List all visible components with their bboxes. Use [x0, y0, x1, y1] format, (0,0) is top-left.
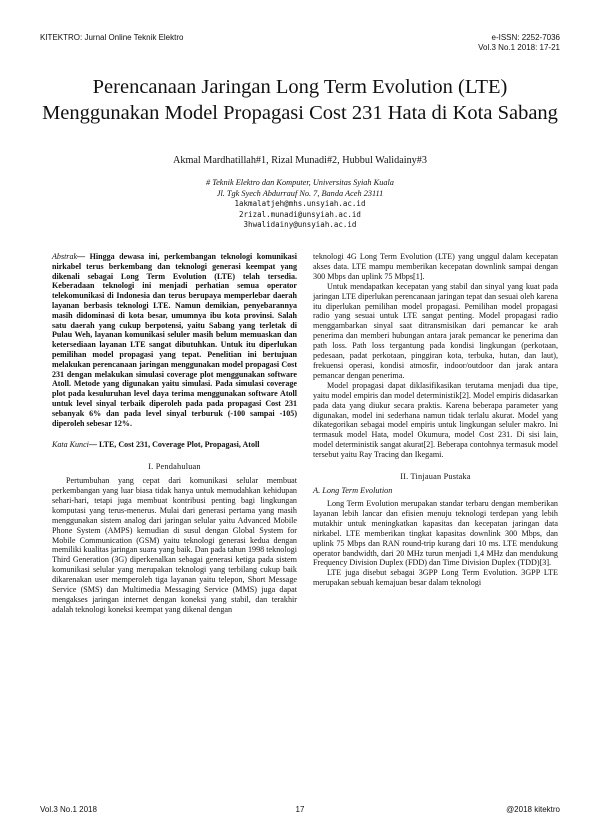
right-column [313, 252, 558, 588]
subsection-heading-lte: A. Long Term Evolution [313, 486, 393, 496]
abstract [52, 252, 297, 428]
email-3: 3hwalidainy@unsyiah.ac.id [243, 220, 357, 229]
footer-copyright: @2018 kitektro [506, 805, 560, 814]
right-paragraph-1: teknologi 4G Long Term Evolution (LTE) yang unggul dalam kecepatan akses data. LTE mampu memberikan kecepatan downlink sampai dengan 300 Mbps dan uplink 75 Mbps[1]. [313, 252, 558, 281]
affiliation-dept: # Teknik Elektro dan Komputer, Universitas Syiah Kuala [206, 178, 394, 187]
right-paragraph-5: LTE juga disebut sebagai 3GPP Long Term Evolution. 3GPP LTE merupakan sebuah kemajuan besar dalam teknologi [313, 568, 558, 588]
abstract-label: Abstrak [52, 252, 78, 261]
right-paragraph-3: Model propagasi dapat diklasifikasikan terutama menjadi dua tipe, yaitu model empiris dan model deterministik[2]. Model empiris didasarkan pada data yang diukur secara praktis. Karena beberapa parameter yang digunakan, model ini sederhana namun tidak terlalu akurat. Model yang dikategorikan sebagai model empiris untuk lingkungan seluler makro. Ini termasuk model Hata, model Okumura, model Cost 231. Di sisi lain, model deterministik sangat akurat[2]. Beberapa contohnya termasuk model tersebut yaitu Ray Tracing dan Ikegami. [313, 380, 558, 460]
journal-name: KITEKTRO: Jurnal Online Teknik Elektro [40, 33, 184, 42]
right-paragraph-4: Long Term Evolution merupakan standar terbaru dengan memberikan layanan lebih lancar dan efisien menuju teknologi terdepan yang lebih mutakhir untuk meningkatkan kapasitas dan kecepatan jaringan data nirkabel. LTE memberikan tingkat kapasitas downlink 300 Mbps, dan uplink 75 Mbps dan RAN round-trip kurang dari 10 ms. LTE mendukung operator bandwidth, dari 20 MHz turun menjadi 1,4 MHz dan mendukung Frequency Division Duplex (FDD) dan Time Division Duplex (TDD)[3]. [313, 499, 558, 568]
page-number: 17 [295, 805, 305, 814]
authors: Akmal Mardhatillah#1, Rizal Munadi#2, Hubbul Walidainy#3 [173, 155, 427, 166]
abstract-text: — Hingga dewasa ini, perkembangan teknologi komunikasi nirkabel terus berkembang dan teknologi generasi keempat yang dikenali sebagai Long Term Evolution (LTE) telah tersedia. Keberadaan teknologi ini menjadi perhatian semua operator telekomunikasi di Indonesia dan terus berupaya memperlebar daerah layanan berbasis teknologi LTE. Namun demikian, penyebarannya masih didominasi di kota besar, umumnya ibu kota provinsi. Salah satu daerah yang cukup berpotensi, yaitu Sabang yang terletak di Pulau Weh, layanan komunikasi seluler masih belum memuaskan dan ketersediaan layanan LTE sangat dibutuhkan. Untuk itu diperlukan pemilihan model propagasi yang tepat. Penelitian ini bertujuan melakukan perencanaan jaringan menggunakan model propagasi Cost 231 dengan melakukan simulasi coverage plot menggunakan software Atoll. Metode yang digunakan yaitu simulasi. Pada simulasi coverage plot pada kesuluruhan level daya terima menggunakan software Atoll untuk level sinyal terbaik diperoleh pada pada propagasi Cost 231 sebanyak 6% dan pada level sinyal terburuk (-100 sampai -105) diperoleh sebesar 12%. [52, 252, 297, 428]
keywords-text: — LTE, Cost 231, Coverage Plot, Propagasi, Atoll [88, 440, 260, 450]
right-paragraph-2: Untuk mendapatkan kecepatan yang stabil dan sinyal yang kuat pada jaringan LTE diperlukan perencanaan jaringan tepat dan sesuai oleh karena itu diperlukan pemilihan model propagasi. Pemilihan model propagasi radio yang sesuai untuk LTE sangat penting. Model propagasi radio menggambarkan sinyal saat ditransmisikan dari pemancar ke arah penerima dan memberi hubungan antara jarak pemancar ke penerima dan path loss. Path loss tergantung pada kondisi lingkungan (perkotaan, pedesaan, padat perkotaan, pinggiran kota, terbuka, hutan, dan laut), frekuensi operasi, kondisi atmosfir, indoor/outdoor dan jarak antara pemancar dengan penerima. [313, 281, 558, 380]
intro-paragraph-1: Pertumbuhan yang cepat dari komunikasi selular membuat perkembangan yang luar biasa tidak hanya untuk memudahkan kehidupan sehari-hari, tetapi juga membuat kontribusi penting bagi lingkungan komputasi yang terus-menerus. Mulai dari generasi pertama yang masih menggunakan sistem analog dari jaringan selular yaitu Advanced Mobile Phone System (AMPS) kemudian di susul dengan Global System for Mobile Communication (GSM) yaitu teknologi generasi kedua dengan memiliki kualitas jaringan suara yang baik. Dan pada tahun 1998 teknologi Third Generation (3G) diperkenalkan sebagai generasi ketiga pada sistem komunikasi selular yang merupakan teknologi yang terbilang cukup baik dikarenakan user memperoleh tiga layanan yaitu telepon, Short Message Service (SMS) dan Multimedia Messaging Service (MMS) juga dapat mengakses jaringan internet dengan koneksi yang stabil, dan terakhir adalah teknologi koneksi keempat yang dikenal dengan [52, 476, 297, 614]
affiliation-address: Jl. Tgk Syech Abdurrauf No. 7, Banda Aceh 23111 [216, 188, 384, 198]
volume-pages: Vol.3 No.1 2018: 17-21 [478, 43, 560, 52]
keywords-label: Kata Kunci [52, 440, 89, 450]
issn: e-ISSN: 2252-7036 [491, 33, 560, 42]
email-1: 1akmalatjeh@mhs.unsyiah.ac.id [234, 199, 366, 208]
section-heading-introduction: I. Pendahuluan [148, 462, 201, 472]
paper-title: Perencanaan Jaringan Long Term Evolution (LTE) Menggunakan Model Propagasi Cost 231 Hata di Kota Sabang [42, 76, 558, 124]
keywords [52, 440, 297, 450]
email-2: 2rizal.munadi@unsyiah.ac.id [239, 209, 361, 219]
journal-issue-info [478, 33, 560, 53]
section-heading-literature-review: II. Tinjauan Pustaka [400, 472, 471, 482]
left-column [52, 252, 297, 615]
affiliation [40, 178, 560, 231]
footer-volume: Vol.3 No.1 2018 [40, 805, 97, 814]
